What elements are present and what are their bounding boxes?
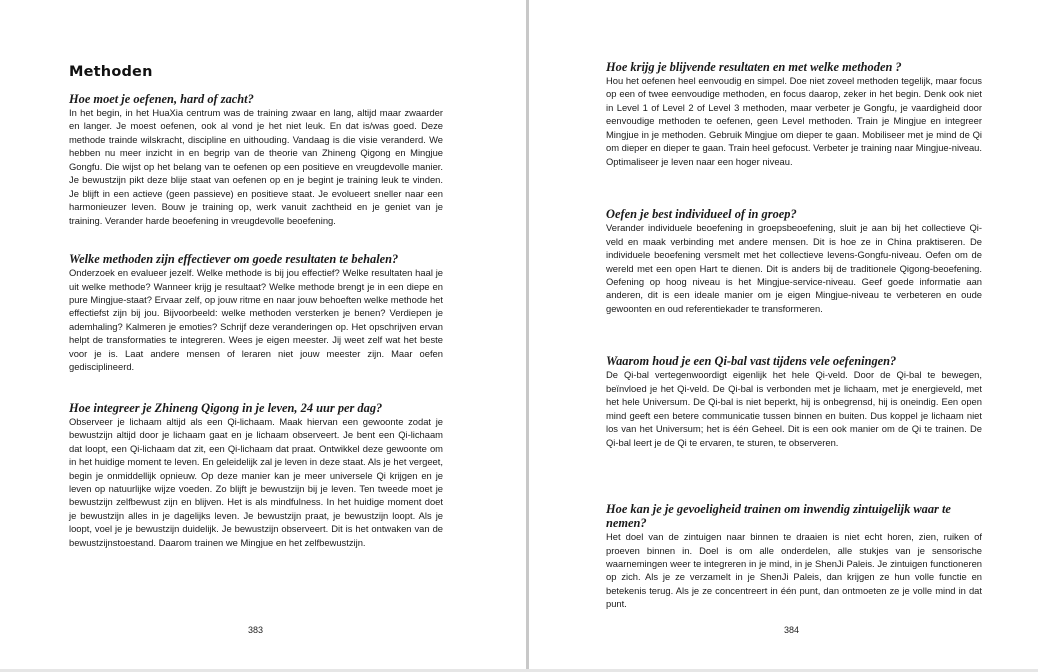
section-heading: Waarom houd je een Qi-bal vast tijdens vele oefeningen? [606, 354, 897, 369]
chapter-title: Methoden [69, 64, 153, 80]
section-body: De Qi-bal vertegenwoordigt eigenlijk het hele Qi-veld. Door de Qi-bal te bewegen, beïnvloed je het Qi-veld. De Qi-bal is verbonden met je lichaam, met je energieveld, met het hele Universum. De Qi-bal is niet beperkt, hij is onbegrensd, hij is oneindig. Een open mind geeft een betere communicatie tussen binnen en buiten. Dus koppel je lichaam niet los van het Universum; het is één Geheel. Dit is een ook manier om de Qi te trainen. De Qi-bal leert je de Qi te ervaren, te sturen, te observeren. [606, 369, 982, 448]
section-heading: Hoe integreer je Zhineng Qigong in je leven, 24 uur per dag? [69, 400, 383, 415]
section-qi-ball [606, 354, 982, 449]
left-page-content [69, 62, 443, 549]
section-heading: Hoe moet je oefenen, hard of zacht? [69, 92, 254, 106]
section-heading: Hoe kan je je gevoeligheid trainen om inwendig zintuigelijk waar te nemen? [606, 502, 951, 531]
section-integrate-daily [69, 401, 443, 550]
section-hard-or-soft [69, 92, 443, 227]
right-page-content [606, 60, 982, 611]
section-individual-or-group [606, 207, 982, 315]
section-body: Verander individuele beoefening in groepsbeoefening, sluit je aan bij het collectieve Qi-veld en maak verbinding met andere mensen. Dit is hoe ze in China praktiseren. De individuele beoefening versmelt met het collectieve levens-Gongfu-niveau. Oefen om de wereld met een open Hart te dienen. Dit is anders bij de traditionele Qigong-beoefening. Oefening op hoog niveau is het Mingjue-service-niveau. Geef goede informatie aan anderen, dit is een ideale manier om je eigen Mingjue-niveau te verbeteren en oude gewoonten en oud referentiekader te transformeren. [606, 222, 982, 314]
section-lasting-results [606, 60, 982, 168]
page-number-right: 384 [784, 625, 800, 635]
section-body: Hou het oefenen heel eenvoudig en simpel. Doe niet zoveel methoden tegelijk, maar focus op een of twee eenvoudige methoden, en focus daarop, zeker in het begin. Denk ook niet in Level 1 of Level 2 of Level 3 methoden, maar verbeter je Gongfu, je vaardigheid door eenvoudige methoden te oefenen, geen Level methoden. Train je Mingjue en integreer Mingjue in je methoden. Gebruik Mingjue om dieper te gaan. Mobiliseer met je mind de Qi om dieper en dieper te gaan. Train heel gefocust. Verbeter je training naar Mingjue-niveau. Optimaliseer je leven naar een hoger niveau. [606, 75, 982, 167]
section-heading: Welke methoden zijn effectiever om goede resultaten te behalen? [69, 252, 399, 267]
section-body: In het begin, in het HuaXia centrum was de training zwaar en lang, altijd maar zwaarder en langer. Je moest oefenen, ook al vond je het niet leuk. En dat is/was goed. Deze methode trainde wilskracht, discipline en uithouding. Vandaag is die visie veranderd. We hebben nu meer inzicht in en begrip van de theorie van Zhineng Qigong en Mingjue Gongfu. Die wijst op het belang van te oefenen op een positieve en vreugdevolle manier. Je bewustzijn pikt deze blije staat van oefenen op en je begint je training leuk te vinden. Je blijft in een actieve (geen passieve) en positieve staat. Je evolueert sneller naar een harmonieuzer leven. Bouw je training op, werk vanuit zachtheid en je geniet van je training. Verander harde beoefening in vreugdevolle beoefening. [69, 107, 443, 226]
section-heading: Oefen je best individueel of in groep? [606, 207, 797, 222]
section-effective-methods [69, 252, 443, 374]
page-number-left: 383 [248, 625, 264, 635]
right-page [529, 0, 1038, 669]
section-body: Onderzoek en evalueer jezelf. Welke methode is bij jou effectief? Welke resultaten haal je uit welke methode? Wanneer krijg je resultaat? Welke methode brengt je in een diepe en pure Mingjue-staat? Ervaar zelf, op jouw ritme en naar jouw behoeften welke methode het effectiefst zijn bij jou. Bijvoorbeeld: welke methoden versterken je benen? Verdiepen je ademhaling? Kalmeren je emoties? Schrijf deze veranderingen op. Het opschrijven ervan helpt de transformaties te integreren. Wees je eigen meester. Jij weet zelf wat het beste voor je is. Laat andere mensen of leraren niet jouw meester zijn. Maar oefen gedisciplineerd. [69, 267, 443, 373]
section-body: Het doel van de zintuigen naar binnen te draaien is niet echt horen, zien, ruiken of proeven binnen in. Doel is om alle onderdelen, alle stukjes van je sensorische waarnemingen weer te integreren in je mind, in je ShenJi Paleis. Je zintuigen functioneren op zich. Als je ze verzamelt in je ShenJi Paleis, dan krijgen ze hun volle functie en betekenis terug. Als je ze concentreert in één punt, dan ontmoeten ze je volle mind in dat punt. [606, 531, 982, 610]
section-sensitivity [606, 502, 982, 611]
section-body: Observeer je lichaam altijd als een Qi-lichaam. Maak hiervan een gewoonte zodat je bewustzijn altijd door je lichaam gaat en je lichaam observeert. Je bent een Qi-lichaam dat loopt, een Qi-lichaam dat zit, een Qi-lichaam dat praat. Ontwikkel deze gewoonte om in het huidige moment te leven. En geleidelijk zal je leven in deze staat. Als je het vergeet, begin je onmiddellijk opnieuw. Op deze manier kan je meer universele Qi krijgen en je leven op natuurlijke wijze voeden. Zo blijft je bewustzijn bij je leven. Ten tweede moet je bewustzijn zelfbewust zijn en blijven. Het is als mindfulness. In het huidige moment doet je bewustzijn alles in je dagelijks leven. Je bewustzijn praat, je bewustzijn loopt. Als je loopt, voel je je bewustzijn duidelijk. Je bewustzijn observeert. Dit is het ontwaken van de bewustzijnstoestand. Daarom trainen we Mingjue en het zelfbewustzijn. [69, 415, 443, 548]
section-heading: Hoe krijg je blijvende resultaten en met welke methoden ? [606, 60, 902, 74]
